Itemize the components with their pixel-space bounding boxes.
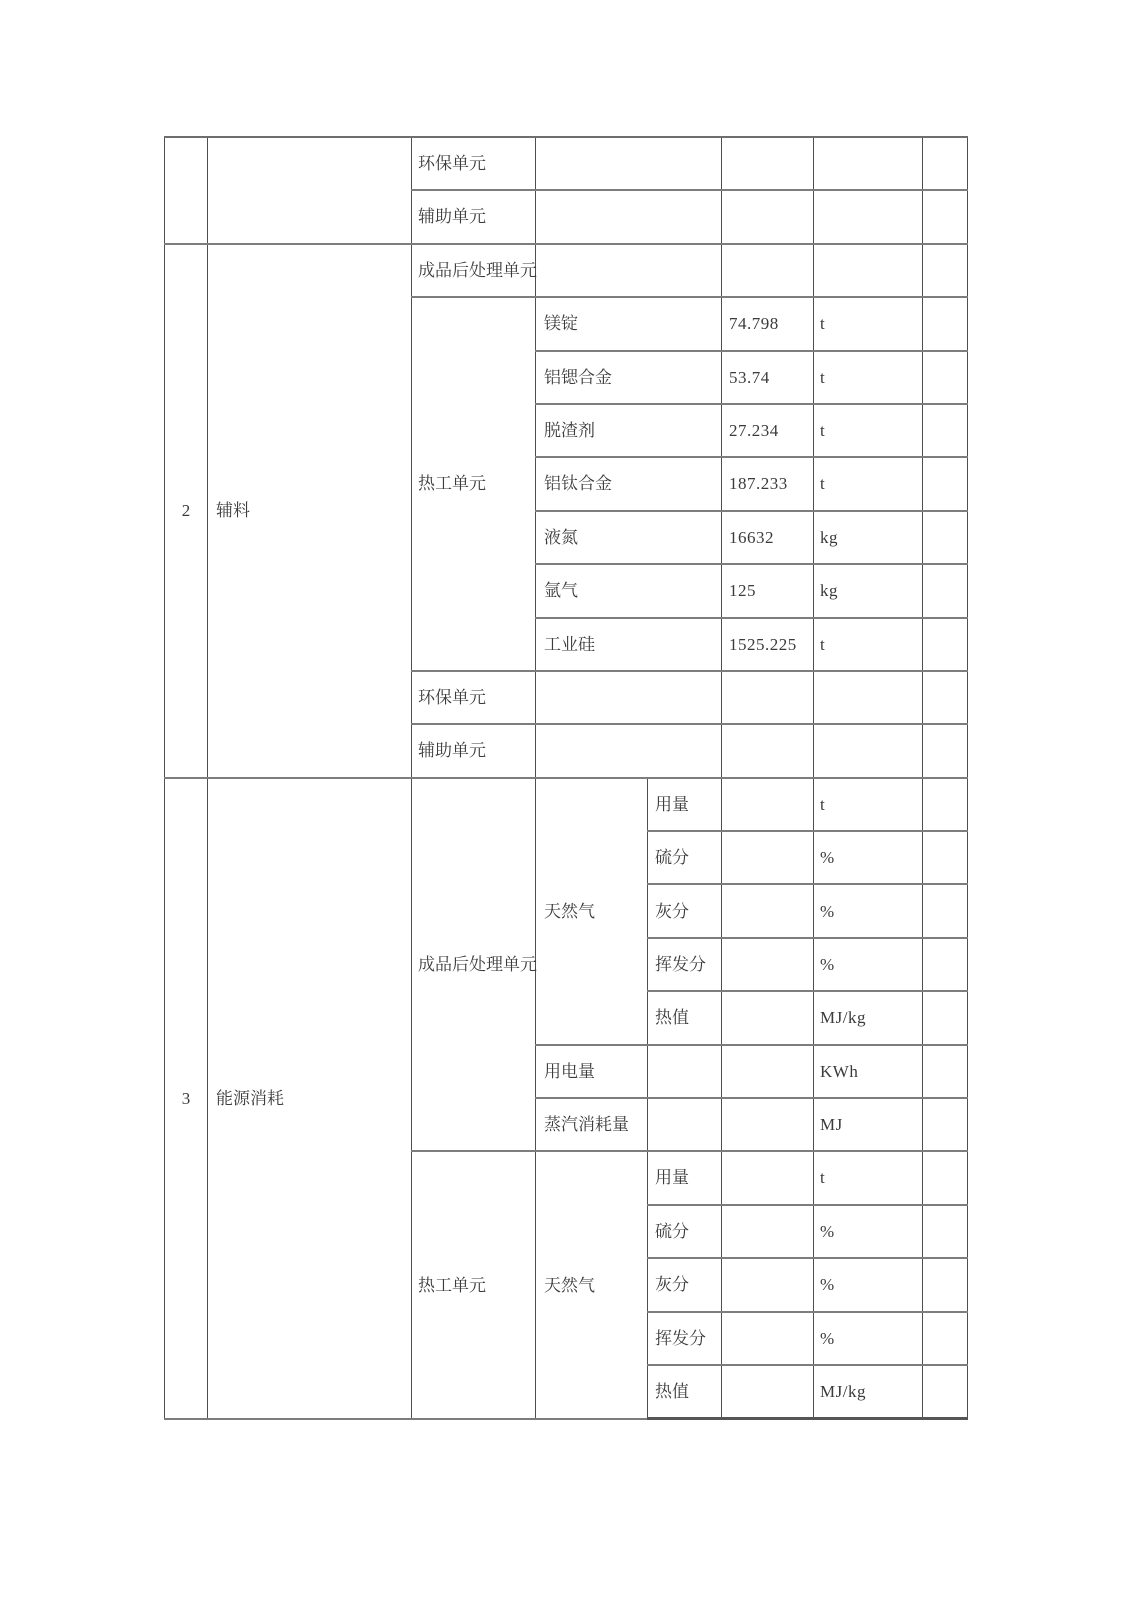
item-cell: 氩气 [536,564,722,617]
remark-cell [923,511,968,564]
value-cell [722,1258,814,1311]
value-cell [722,1045,814,1098]
item-cell: 铝锶合金 [536,351,722,404]
item-cell: 蒸汽消耗量 [536,1098,648,1151]
value-cell: 187.233 [722,457,814,510]
row-number-cell: 3 [165,778,208,1419]
unit-label-cell: t [814,618,923,671]
unit-label-cell: t [814,351,923,404]
item-cell [536,137,722,190]
remark-cell [923,244,968,297]
remark-cell [923,1098,968,1151]
value-cell [722,1205,814,1258]
sub-item-cell: 灰分 [648,884,722,937]
unit-label-cell: t [814,457,923,510]
remark-cell [923,457,968,510]
item-cell [536,724,722,777]
item-cell: 铝钛合金 [536,457,722,510]
sub-item-cell: 热值 [648,1365,722,1419]
value-cell: 27.234 [722,404,814,457]
unit-group-cell: 环保单元 [412,137,536,190]
sub-item-cell: 热值 [648,991,722,1044]
row-number-cell [165,137,208,244]
unit-group-cell: 辅助单元 [412,724,536,777]
remark-cell [923,884,968,937]
item-cell: 镁锭 [536,297,722,350]
unit-label-cell [814,137,923,190]
sub-item-cell: 挥发分 [648,1312,722,1365]
remark-cell [923,831,968,884]
remark-cell [923,1258,968,1311]
value-cell [722,671,814,724]
remark-cell [923,1312,968,1365]
unit-label-cell: MJ [814,1098,923,1151]
remark-cell [923,1045,968,1098]
value-cell: 125 [722,564,814,617]
unit-label-cell: % [814,1258,923,1311]
unit-label-cell: % [814,831,923,884]
value-cell: 1525.225 [722,618,814,671]
item-cell [536,244,722,297]
item-cell: 脱渣剂 [536,404,722,457]
value-cell [722,938,814,991]
category-cell: 辅料 [208,244,412,778]
row-number-cell: 2 [165,244,208,778]
value-cell [722,1365,814,1419]
unit-group-cell: 热工单元 [412,1151,536,1418]
item-cell [536,671,722,724]
unit-label-cell: t [814,404,923,457]
unit-label-cell: % [814,1312,923,1365]
value-cell [722,884,814,937]
remark-cell [923,137,968,190]
sub-item-cell [648,1045,722,1098]
unit-label-cell: KWh [814,1045,923,1098]
materials-energy-consumption-table [164,136,968,1420]
value-cell: 16632 [722,511,814,564]
sub-item-cell: 挥发分 [648,938,722,991]
value-cell [722,1151,814,1204]
remark-cell [923,724,968,777]
unit-label-cell: t [814,297,923,350]
unit-group-cell: 成品后处理单元 [412,244,536,297]
unit-group-cell: 热工单元 [412,297,536,671]
remark-cell [923,404,968,457]
category-cell [208,137,412,244]
remark-cell [923,190,968,243]
unit-group-cell: 成品后处理单元 [412,778,536,1152]
unit-label-cell: t [814,1151,923,1204]
unit-label-cell: kg [814,564,923,617]
value-cell: 74.798 [722,297,814,350]
unit-label-cell: MJ/kg [814,991,923,1044]
value-cell [722,1098,814,1151]
sub-item-cell: 硫分 [648,1205,722,1258]
remark-cell [923,564,968,617]
unit-label-cell: % [814,938,923,991]
sub-item-cell: 硫分 [648,831,722,884]
sub-item-cell: 灰分 [648,1258,722,1311]
remark-cell [923,1205,968,1258]
sub-item-cell: 用量 [648,778,722,831]
item-cell: 液氮 [536,511,722,564]
value-cell [722,137,814,190]
remark-cell [923,778,968,831]
value-cell: 53.74 [722,351,814,404]
remark-cell [923,938,968,991]
remark-cell [923,1151,968,1204]
value-cell [722,991,814,1044]
sub-item-cell [648,1098,722,1151]
value-cell [722,724,814,777]
unit-label-cell: MJ/kg [814,1365,923,1419]
unit-label-cell [814,671,923,724]
value-cell [722,1312,814,1365]
unit-label-cell: % [814,1205,923,1258]
value-cell [722,244,814,297]
unit-group-cell: 辅助单元 [412,190,536,243]
remark-cell [923,297,968,350]
remark-cell [923,671,968,724]
unit-label-cell: kg [814,511,923,564]
unit-label-cell: t [814,778,923,831]
item-cell: 用电量 [536,1045,648,1098]
unit-label-cell: % [814,884,923,937]
remark-cell [923,991,968,1044]
unit-label-cell [814,244,923,297]
item-cell: 天然气 [536,1151,648,1418]
remark-cell [923,351,968,404]
value-cell [722,778,814,831]
unit-group-cell: 环保单元 [412,671,536,724]
table-body [165,137,968,1419]
remark-cell [923,618,968,671]
unit-label-cell [814,724,923,777]
value-cell [722,190,814,243]
item-cell: 天然气 [536,778,648,1045]
sub-item-cell: 用量 [648,1151,722,1204]
item-cell [536,190,722,243]
unit-label-cell [814,190,923,243]
value-cell [722,831,814,884]
item-cell: 工业硅 [536,618,722,671]
remark-cell [923,1365,968,1419]
category-cell: 能源消耗 [208,778,412,1419]
